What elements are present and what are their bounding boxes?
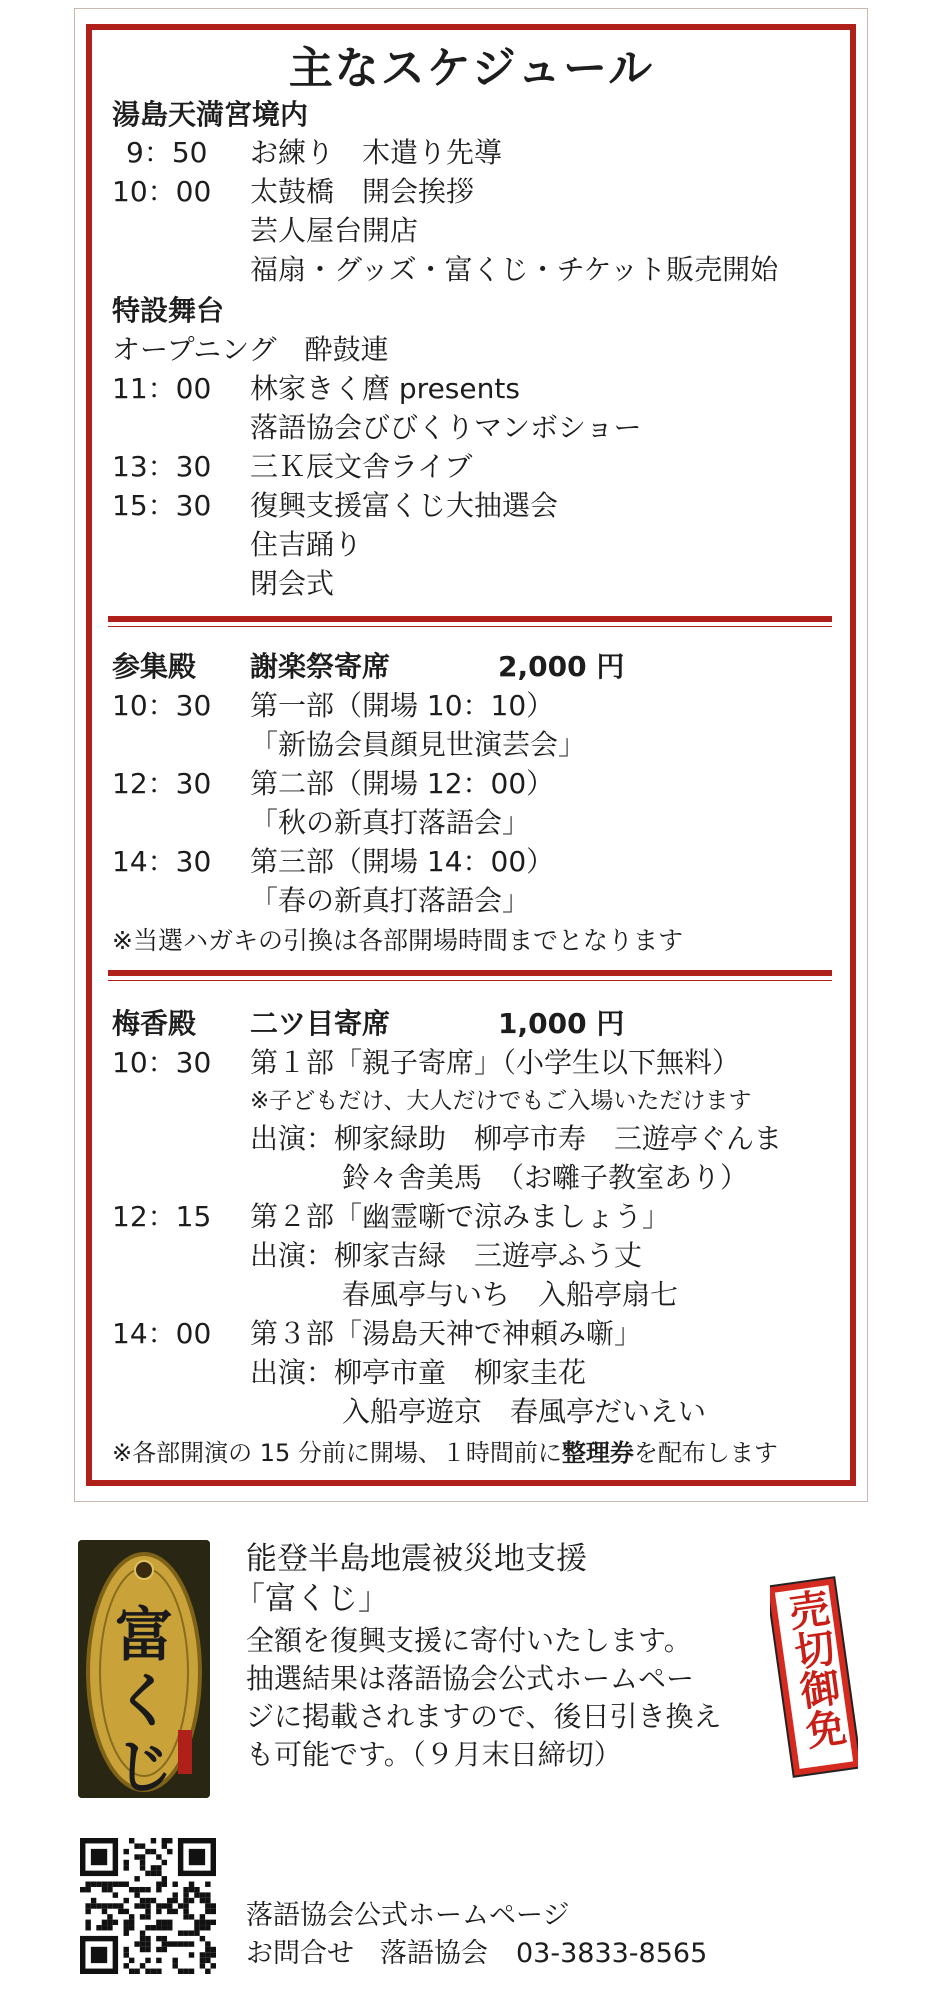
schedule-time: 9：50 bbox=[126, 136, 208, 169]
description-line: も可能です。（９月末日締切） bbox=[246, 1738, 622, 1771]
section-header-stage: 特設舞台 bbox=[112, 294, 225, 327]
schedule-item: 三Ｋ辰文舎ライブ bbox=[250, 450, 473, 483]
schedule-item: 「春の新真打落語会」 bbox=[250, 884, 531, 917]
homepage-label: 落語協会公式ホームページ bbox=[246, 1900, 570, 1931]
schedule-item: 復興支援富くじ大抽選会 bbox=[250, 489, 559, 522]
venue-sanshuden: 参集殿 bbox=[112, 650, 197, 683]
part-title: 第２部「幽霊噺で涼みましょう」 bbox=[250, 1200, 671, 1233]
stamp-label: 売切御免 bbox=[780, 1586, 849, 1752]
schedule-time: 12：30 bbox=[112, 767, 212, 800]
schedule-item: 第三部（開場 14：00） bbox=[250, 845, 555, 878]
section-divider bbox=[108, 616, 832, 627]
schedule-item: 閉会式 bbox=[250, 567, 335, 600]
schedule-time: 14：30 bbox=[112, 845, 212, 878]
event-name: 二ツ目寄席 bbox=[250, 1007, 391, 1040]
opening-item: オープニング 酔鼓連 bbox=[112, 333, 389, 366]
schedule-item: 住吉踊り bbox=[250, 528, 363, 561]
contact-line bbox=[246, 1936, 707, 1972]
schedule-time: 10：30 bbox=[112, 689, 212, 722]
cast-line: 出演：柳家吉緑 三遊亭ふう丈 bbox=[250, 1239, 643, 1272]
part-title: 第１部「親子寄席」（小学生以下無料） bbox=[250, 1046, 741, 1079]
schedule-time: 15：30 bbox=[112, 489, 212, 522]
event-name: 謝楽祭寄席 bbox=[250, 650, 391, 683]
schedule-item: 第一部（開場 10：10） bbox=[250, 689, 555, 722]
fukukuji-image-text: 富くじ bbox=[114, 1601, 173, 1798]
section-divider bbox=[108, 970, 832, 981]
schedule-time: 11：00 bbox=[112, 372, 212, 405]
fukukuji-heading: 能登半島地震被災地支援 bbox=[246, 1541, 587, 1577]
description-line: 抽選結果は落語協会公式ホームペー bbox=[246, 1662, 695, 1695]
cast-line: 入船亭遊京 春風亭だいえい bbox=[342, 1395, 707, 1428]
schedule-time: 10：00 bbox=[112, 175, 212, 208]
contact-org: 落語協会 bbox=[380, 1938, 488, 1969]
ticket-price: 2,000 円 bbox=[498, 650, 625, 683]
cast-line: 春風亭与いち 入船亭扇七 bbox=[342, 1278, 679, 1311]
cast-line: 出演：柳家緑助 柳亭市寿 三遊亭ぐんま bbox=[250, 1122, 783, 1155]
fukukuji-description bbox=[246, 1622, 721, 1774]
schedule-item: 第二部（開場 12：00） bbox=[250, 767, 555, 800]
schedule-item: 芸人屋台開店 bbox=[250, 214, 419, 247]
section-header-grounds: 湯島天満宮境内 bbox=[112, 98, 309, 131]
cast-line: 鈴々舎美馬 （お囃子教室あり） bbox=[342, 1161, 749, 1194]
schedule-time: 12：15 bbox=[112, 1200, 212, 1233]
schedule-time: 14：00 bbox=[112, 1317, 212, 1350]
ticket-price: 1,000 円 bbox=[498, 1007, 625, 1040]
page-title: 主なスケジュール bbox=[288, 43, 655, 94]
contact-label: お問合せ bbox=[246, 1938, 354, 1969]
venue-baikoden: 梅香殿 bbox=[112, 1007, 197, 1040]
schedule-time: 10：30 bbox=[112, 1046, 212, 1079]
schedule-item: 落語協会びびくりマンボショー bbox=[250, 411, 642, 444]
schedule-time: 13：30 bbox=[112, 450, 212, 483]
part-note: ※子どもだけ、大人だけでもご入場いただけます bbox=[250, 1088, 752, 1114]
schedule-item: 「新協会員顔見世演芸会」 bbox=[250, 728, 587, 761]
part-title: 第３部「湯島天神で神頼み噺」 bbox=[250, 1317, 643, 1350]
admission-note: ※各部開演の 15 分前に開場、１時間前に整理券を配布します bbox=[112, 1439, 778, 1467]
schedule-item: 太鼓橋 開会挨拶 bbox=[250, 175, 475, 208]
schedule-item: 「秋の新真打落語会」 bbox=[250, 806, 531, 839]
contact-phone: 03-3833-8565 bbox=[516, 1938, 708, 1969]
cast-line: 出演：柳亭市童 柳家圭花 bbox=[250, 1356, 587, 1389]
qr-code[interactable] bbox=[80, 1838, 216, 1974]
exchange-note: ※当選ハガキの引換は各部開場時間までとなります bbox=[112, 926, 683, 955]
fukukuji-heading-name: 「富くじ」 bbox=[234, 1581, 389, 1617]
description-line: 全額を復興支援に寄付いたします。 bbox=[246, 1624, 692, 1657]
sold-out-stamp bbox=[770, 1575, 858, 1780]
schedule-item: 林家きく麿 presents bbox=[250, 372, 520, 405]
description-line: ジに掲載されますので、後日引き換え bbox=[246, 1700, 722, 1733]
schedule-item: お練り 木遣り先導 bbox=[250, 136, 503, 169]
fukukuji-image bbox=[78, 1540, 210, 1798]
schedule-item: 福扇・グッズ・富くじ・チケット販売開始 bbox=[250, 253, 779, 286]
